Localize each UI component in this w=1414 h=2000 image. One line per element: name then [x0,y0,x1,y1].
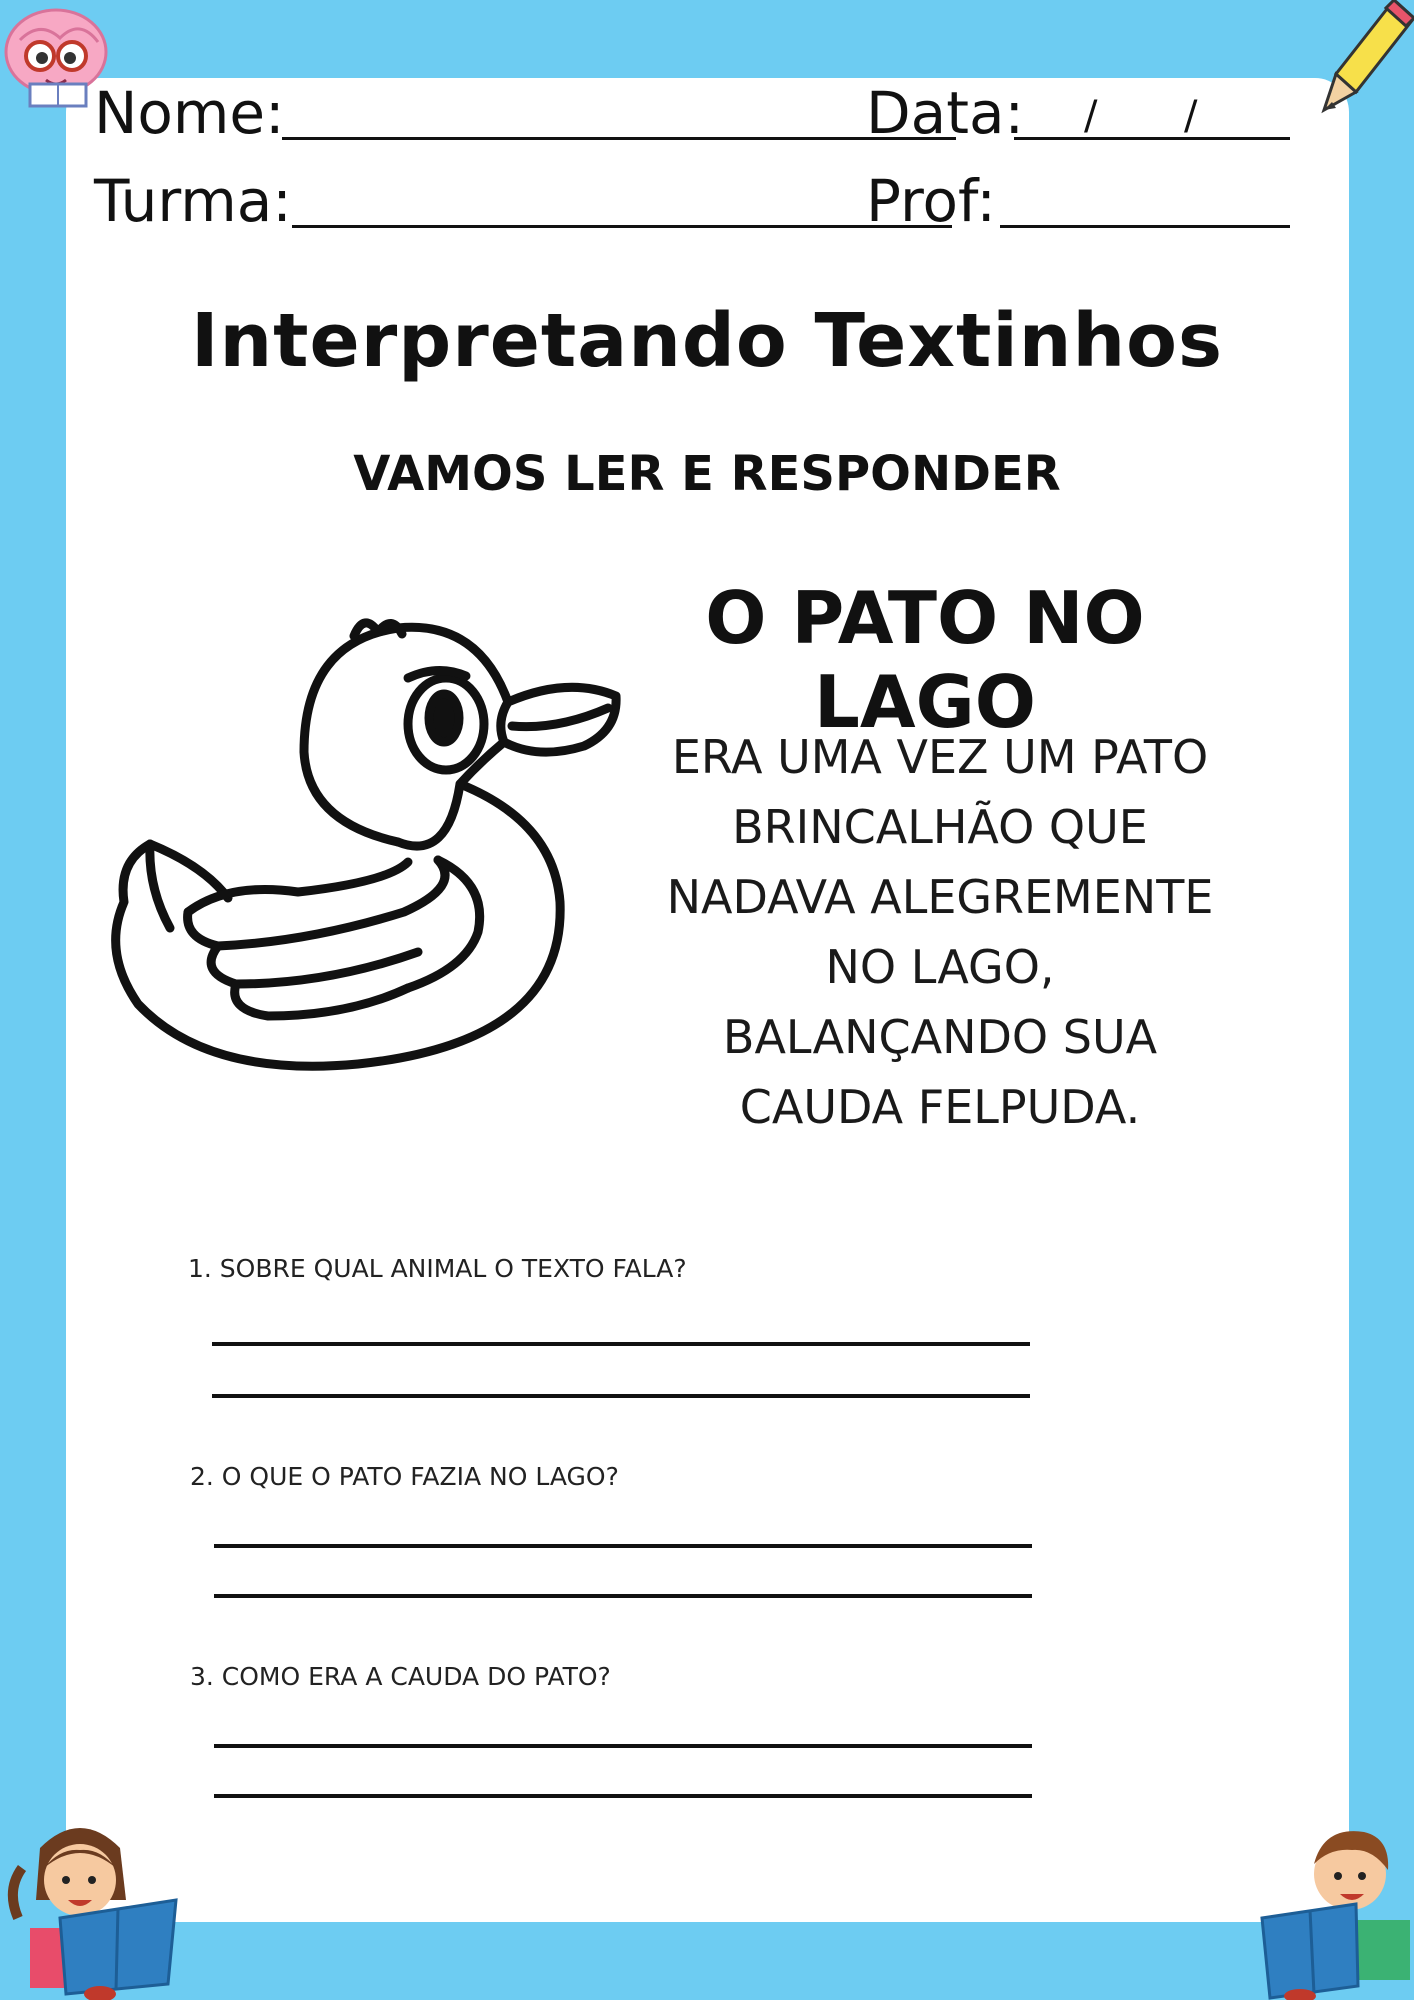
story-line: CAUDA FELPUDA. [739,1080,1141,1134]
story-line: ERA UMA VEZ UM PATO [671,730,1209,784]
answer-line-3b[interactable] [214,1794,1032,1798]
nome-label: Nome: [94,79,285,147]
story-line: BRINCALHÃO QUE [732,800,1148,854]
story-title: O PATO NO LAGO [705,576,1145,744]
story-text [620,722,1260,1142]
header-row-2 [94,158,1294,238]
story-line: BALANÇANDO SUA [722,1010,1158,1064]
duck-illustration [108,612,628,1092]
page-title: Interpretando Textinhos [190,298,1224,384]
answer-line-3a[interactable] [214,1744,1032,1748]
data-label: Data: [866,79,1025,147]
data-field[interactable] [1014,137,1290,140]
date-separator-1: / [1084,93,1098,139]
prof-field[interactable] [1000,225,1290,228]
answer-line-1a[interactable] [212,1342,1030,1346]
answer-line-2a[interactable] [214,1544,1032,1548]
turma-label: Turma: [94,167,292,235]
story-line: NO LAGO, [825,940,1055,994]
question-1: 1. SOBRE QUAL ANIMAL O TEXTO FALA? [188,1254,687,1283]
answer-line-1b[interactable] [212,1394,1030,1398]
header-row-1 [94,70,1294,150]
pencil-icon [1310,0,1414,124]
nome-field[interactable] [282,137,956,140]
date-separator-2: / [1184,93,1198,139]
question-3: 3. COMO ERA A CAUDA DO PATO? [190,1662,611,1691]
turma-field[interactable] [292,225,952,228]
story-line: NADAVA ALEGREMENTE [666,870,1214,924]
page-subtitle: VAMOS LER E RESPONDER [353,446,1061,502]
question-2: 2. O QUE O PATO FAZIA NO LAGO? [190,1462,619,1491]
girl-reading-icon [0,1808,180,2000]
prof-label: Prof: [866,167,996,235]
boy-reading-icon [1260,1808,1414,2000]
answer-line-2b[interactable] [214,1594,1032,1598]
